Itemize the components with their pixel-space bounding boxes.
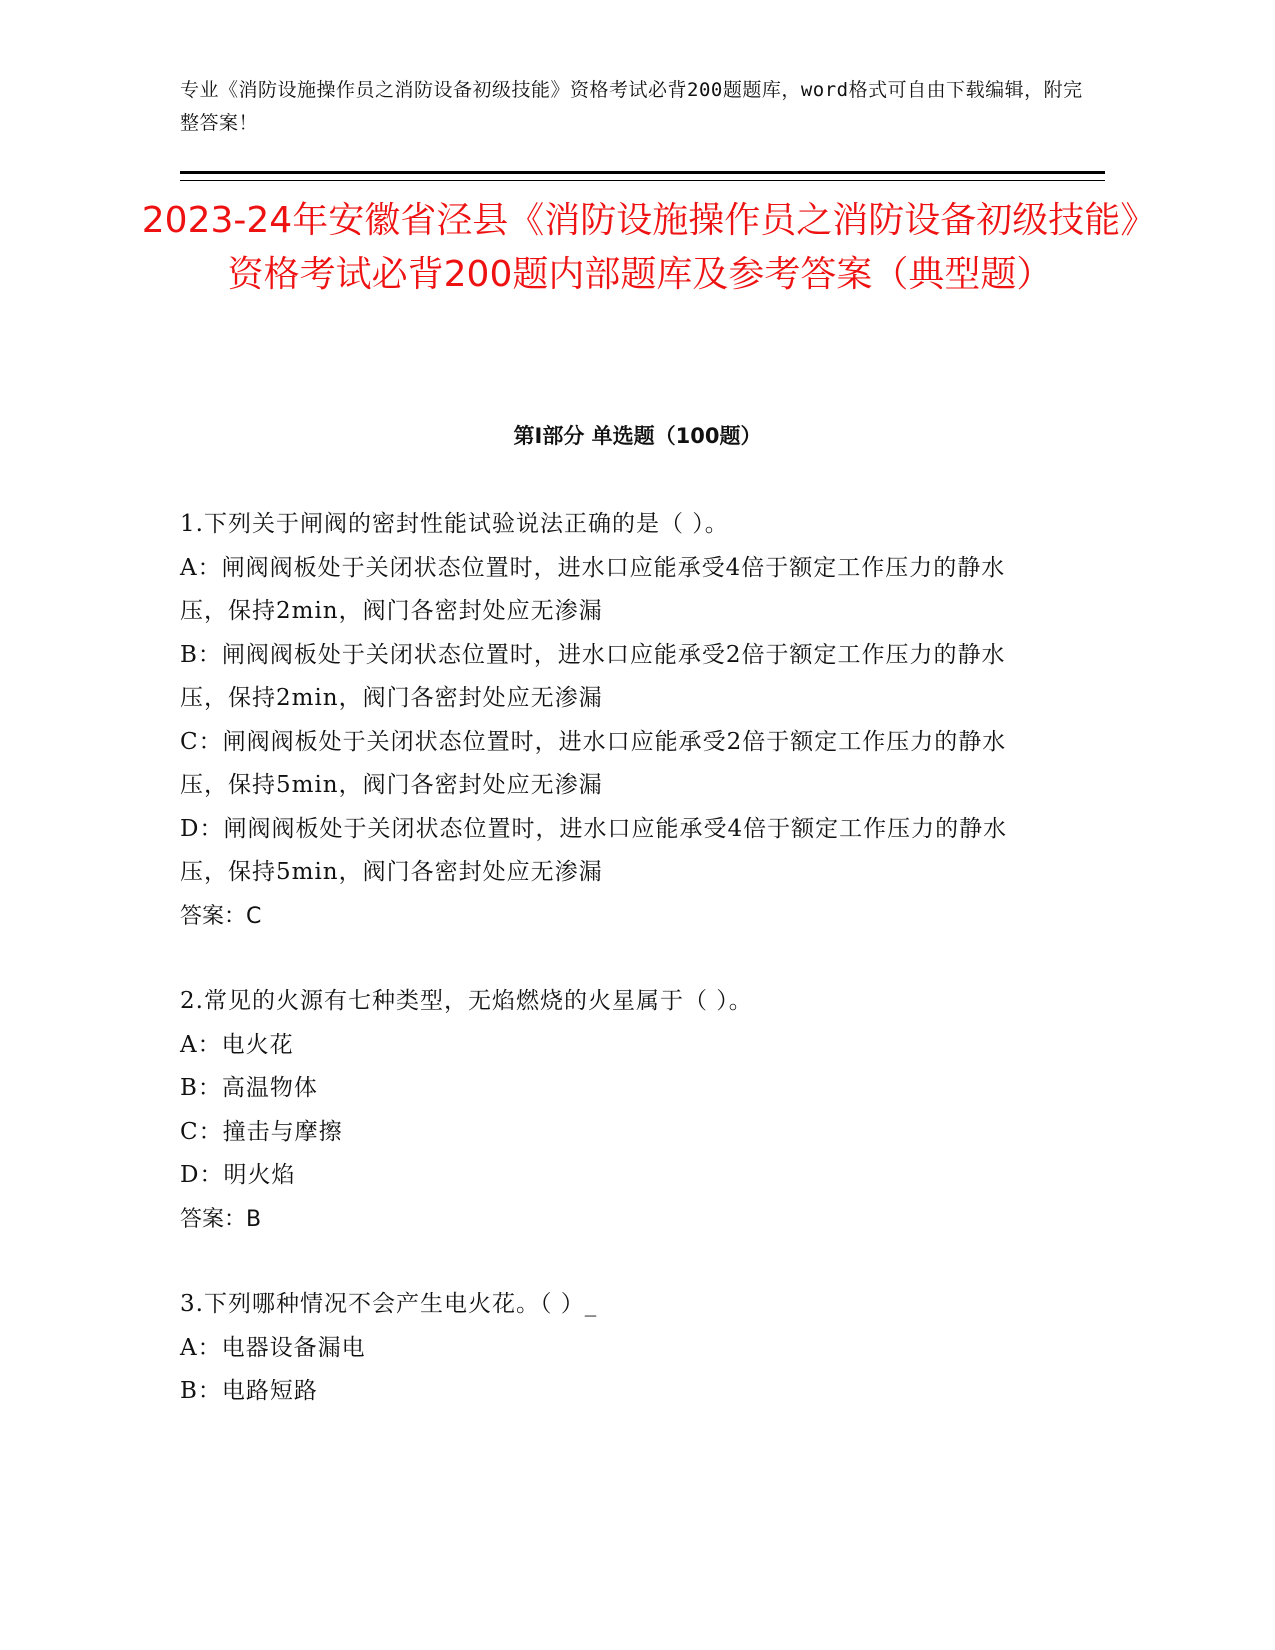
question-stem: 2.常见的火源有七种类型，无焰燃烧的火星属于（ ）。 [180,988,753,1014]
option-b: B：闸阀阀板处于关闭状态位置时，进水口应能承受2倍于额定工作压力的静水压，保持2min，阀门各密封处应无渗漏 [180,641,1006,711]
header-divider-thin [180,180,1105,181]
option-b: B：高温物体 [180,1075,318,1101]
question-3 [180,1283,1040,1414]
question-stem: 3.下列哪种情况不会产生电火花。（ ）_ [180,1291,598,1317]
option-a: A：闸阀阀板处于关闭状态位置时，进水口应能承受4倍于额定工作压力的静水压，保持2min，阀门各密封处应无渗漏 [180,554,1006,624]
answer: 答案：B [180,1206,262,1232]
option-a: A：电火花 [180,1031,294,1058]
question-stem: 1.下列关于闸阀的密封性能试验说法正确的是（ ）。 [180,511,729,537]
answer: 答案：C [180,903,262,929]
option-a: A：电器设备漏电 [180,1334,366,1361]
option-c: C：撞击与摩擦 [180,1118,343,1145]
question-2 [180,980,1040,1241]
option-c: C：闸阀阀板处于关闭状态位置时，进水口应能承受2倍于额定工作压力的静水压，保持5min，阀门各密封处应无渗漏 [180,728,1007,798]
section-heading: 第Ⅰ部分 单选题（100题） [513,424,762,448]
question-list [180,503,1040,1456]
document-intro: 专业《消防设施操作员之消防设备初级技能》资格考试必背200题题库，word格式可自由下载编辑，附完整答案！ [180,79,1083,134]
document-title: 2023-24年安徽省泾县《消防设施操作员之消防设备初级技能》资格考试必背200题内部题库及参考答案（典型题） [141,200,1139,295]
header-divider-thick [180,171,1105,174]
question-1 [180,503,1040,938]
option-d: D：闸阀阀板处于关闭状态位置时，进水口应能承受4倍于额定工作压力的静水压，保持5min，阀门各密封处应无渗漏 [180,815,1008,885]
option-b: B：电路短路 [180,1378,318,1404]
option-d: D：明火焰 [180,1162,296,1188]
